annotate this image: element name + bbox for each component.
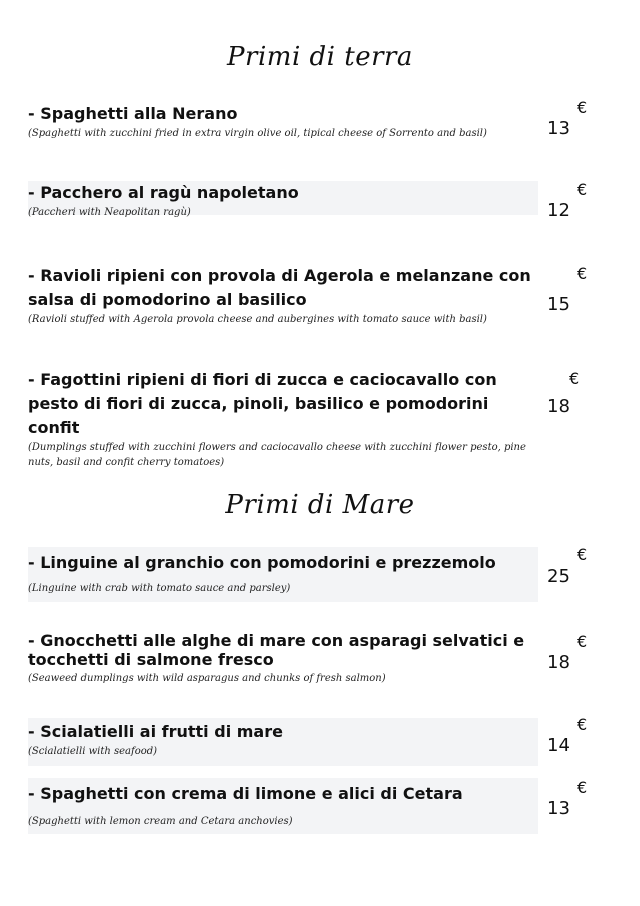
section-title-primi-di-terra: Primi di terra — [227, 42, 413, 72]
dish-price: 13 — [547, 798, 570, 819]
menu-item-spaghetti-limone-alici — [28, 778, 538, 834]
currency-symbol: € — [569, 369, 580, 388]
dish-description: (Spaghetti with lemon cream and Cetara anchovies) — [28, 816, 293, 827]
dish-price: 18 — [547, 396, 570, 417]
dish-name: - Linguine al granchio con pomodorini e prezzemolo — [28, 553, 496, 572]
dish-description: (Linguine with crab with tomato sauce and parsley) — [28, 583, 291, 594]
menu-item-pacchero-ragu — [28, 181, 538, 218]
currency-symbol: € — [577, 98, 588, 117]
menu-item-ravioli-provola — [28, 264, 538, 340]
menu-item-gnocchetti-alghe — [28, 631, 538, 701]
dish-description: (Dumplings stuffed with zucchini flowers and caciocavallo cheese with zucchini flower pesto, pine nuts, basil and confit cherry tomatoes) — [28, 442, 526, 468]
dish-name: - Spaghetti alla Nerano — [28, 104, 238, 123]
dish-name: - Gnocchetti alle alghe di mare con asparagi selvatici e tocchetti di salmone fresco — [28, 631, 525, 669]
currency-symbol: € — [577, 778, 588, 797]
currency-symbol: € — [577, 264, 588, 283]
dish-description: (Scialatielli with seafood) — [28, 746, 158, 757]
dish-name: - Ravioli ripieni con provola di Agerola e melanzane con salsa di pomodorino al basilico — [28, 266, 531, 309]
dish-price: 14 — [547, 735, 570, 756]
currency-symbol: € — [577, 715, 588, 734]
menu-item-linguine-granchio — [28, 547, 538, 602]
dish-description: (Spaghetti with zucchini fried in extra virgin olive oil, tipical cheese of Sorrento and basil) — [28, 128, 487, 139]
section-title-primi-di-mare: Primi di Mare — [225, 490, 415, 520]
dish-price: 25 — [547, 566, 570, 587]
dish-name: - Scialatielli ai frutti di mare — [28, 722, 283, 741]
dish-description: (Seaweed dumplings with wild asparagus and chunks of fresh salmon) — [28, 673, 386, 684]
dish-name: - Pacchero al ragù napoletano — [28, 183, 299, 202]
dish-price: 13 — [547, 118, 570, 139]
menu-item-spaghetti-nerano — [28, 102, 538, 152]
dish-price: 12 — [547, 200, 570, 221]
menu-item-fagottini-fiori-zucca — [28, 368, 538, 468]
dish-description: (Ravioli stuffed with Agerola provola cheese and aubergines with tomato sauce with basil) — [28, 314, 487, 325]
dish-name: - Spaghetti con crema di limone e alici di Cetara — [28, 784, 463, 803]
dish-name: - Fagottini ripieni di fiori di zucca e caciocavallo con pesto di fiori di zucca, pinoli, basilico e pomodorini confit — [28, 370, 497, 437]
currency-symbol: € — [577, 180, 588, 199]
dish-price: 15 — [547, 294, 570, 315]
currency-symbol: € — [577, 545, 588, 564]
currency-symbol: € — [577, 632, 588, 651]
menu-item-scialatielli — [28, 718, 538, 766]
dish-price: 18 — [547, 652, 570, 673]
dish-description: (Paccheri with Neapolitan ragù) — [28, 207, 191, 218]
